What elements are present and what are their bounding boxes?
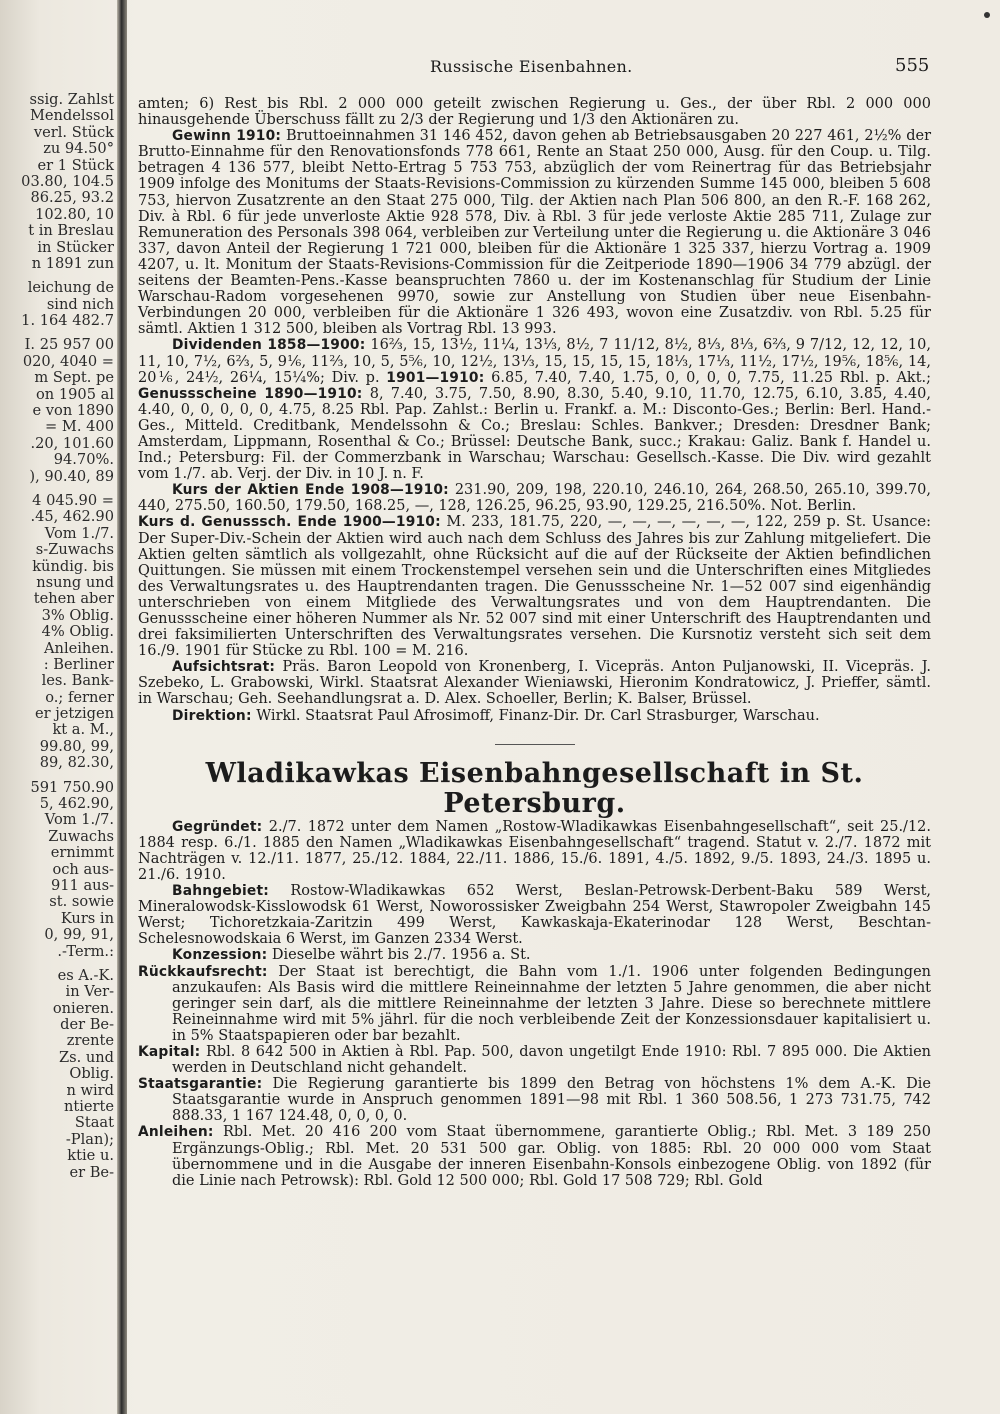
fragment-line: kt a. M., [52, 721, 114, 739]
label-aufsichtsrat: Aufsichtsrat: [172, 659, 276, 676]
fragment-line: es A.-K. [57, 966, 114, 984]
fragment-line: er 1 Stück [37, 156, 114, 174]
main-text [138, 96, 931, 1189]
fragment-line: zrente [66, 1032, 114, 1050]
fragment-line: m Sept. pe [34, 369, 114, 387]
section-divider [495, 744, 575, 745]
fragment-line: ), 90.40, 89 [29, 467, 114, 485]
paragraph-anleihen [138, 1124, 931, 1188]
fragment-line: I. 25 957 00 [24, 336, 114, 354]
text-direktion: Wirkl. Staatsrat Paul Afrosimoff, Finanz-Dir. Dr. Carl Strasburger, Warschau. [256, 707, 820, 724]
ink-dot [984, 12, 990, 18]
fragment-line: .20, 101.60 [30, 434, 114, 452]
text-rueckkaufsrecht: Der Staat ist berechtigt, die Bahn vom 1./1. 1906 unter folgenden Bedingungen anzukaufen: Als Basis wird die mittlere Reineinnahme der letzten 5 Jahre genommen, die aber nicht geringer sein darf, als die mittlere Reineinnahme der letzten 3 Jahre. Diese so berechnete mittlere Reineinnahme wird mit 5% jährl. für die noch verbleibende Zeit der Konzessionsdauer kapitalisiert u. in 5% Staatspapieren oder bar bezahlt. [172, 963, 931, 1044]
fragment-line: 03.80, 104.5 [21, 172, 114, 190]
fragment-line: 911 aus- [50, 876, 114, 894]
paragraph-kurs-genuss [138, 514, 931, 659]
text-staatsgarantie: Die Regierung garantierte bis 1899 den Betrag von höchstens 1% dem A.-K. Die Staatsgarantie wurde in Anspruch genommen 1891—98 mit Rbl. 1 360 508.56, 1 273 731.75, 742 888.33, 1 167 124.48, 0, 0, 0, 0. [172, 1076, 932, 1125]
fragment-line: sind nich [46, 295, 114, 313]
paragraph-staatsgarantie [138, 1076, 931, 1124]
label-direktion: Direktion: [172, 707, 252, 724]
fragment-line: ernimmt [50, 844, 114, 862]
fragment-line: les. Bank- [41, 672, 114, 690]
text-gegruendet: 2./7. 1872 unter dem Namen „Rostow-Wladikawkas Eisenbahngesellschaft“, seit 25./12. 1884 resp. 6./1. 1885 den Namen „Wladikawkas Eisenbahngesellschaft“ tragend. Statut v. 2./7. 1872 mit Nachträgen v. 12./11. 1877, 25./12. 1884, 22./11. 1886, 15./6. 1891, 4./5. 1892, 9./5. 1893, 24./3. 1895 u. 21./6. 1910. [138, 818, 931, 883]
paragraph-rueckkaufsrecht [138, 964, 931, 1044]
fragment-line: 020, 4040 = [22, 352, 114, 370]
fragment-line: 0, 99, 91, [44, 926, 114, 944]
fragment-line: e von 1890 [32, 402, 114, 420]
label-gewinn: Gewinn 1910: [172, 128, 282, 145]
company-title: Wladikawkas Eisenbahngesellschaft in St. Petersburg. [205, 757, 864, 819]
fragment-line: 102.80, 10 [35, 205, 114, 223]
fragment-line: Zs. und [58, 1048, 114, 1066]
text-div-1901: 6.85, 7.40, 7.40, 1.75, 0, 0, 0, 0, 7.75, 11.25 Rbl. p. Akt.; [491, 369, 932, 386]
fragment-line: Vom 1./7. [44, 811, 114, 829]
book-spine [117, 0, 127, 1414]
text-anleihen: Rbl. Met. 20 416 200 vom Staat übernommene, garantierte Oblig.; Rbl. Met. 3 189 250 Ergänzungs-Oblig.; Rbl. Met. 20 531 500 gar. Oblig. von 1885: Rbl. 20 000 000 vom Staat übernommene und in die Ausgabe der inneren Eisenbahn-Konsols einbezogene Oblig. von 1892 (für die Linie nach Petrowsk): Rbl. Gold 12 500 000; Rbl. Gold 17 508 729; Rbl. Gold [172, 1124, 931, 1189]
fragment-line: s-Zuwachs [35, 541, 114, 559]
fragment-line: 4 045.90 = [32, 491, 114, 509]
label-bahngebiet: Bahngebiet: [172, 883, 269, 900]
fragment-line: -Plan); [65, 1130, 114, 1148]
running-head: Russische Eisenbahnen. [430, 57, 633, 76]
fragment-line: 94.70%. [53, 451, 114, 469]
paragraph-bahngebiet [138, 883, 931, 947]
paragraph-gegruendet [138, 819, 931, 883]
fragment-line: in Stücker [37, 238, 114, 256]
fragment-line: in Ver- [65, 983, 114, 1001]
fragment-line: er Be- [69, 1163, 114, 1181]
text-konzession: Dieselbe währt bis 2./7. 1956 a. St. [271, 947, 531, 964]
paragraph-intro: amten; 6) Rest bis Rbl. 2 000 000 geteilt zwischen Regierung u. Ges., der über Rbl. 2 000 000 hinausgehende Überschuss fällt zu 2/3 der Regierung und 1/3 den Aktionären zu. [138, 96, 931, 129]
fragment-line: Zuwachs [48, 827, 114, 845]
fragment-line: n 1891 zun [31, 254, 114, 272]
fragment-line: = M. 400 [45, 418, 114, 436]
fragment-line: tehen aber [33, 590, 114, 608]
fragment-line: verl. Stück [33, 123, 114, 141]
text-bahngebiet: Rostow-Wladikawkas 652 Werst, Beslan-Petrowsk-Derbent-Baku 589 Werst, Mineralowodsk-Kisslowodsk 61 Werst, Noworossisker Zweigbahn 254 Werst, Stawropoler Zweigbahn 145 Werst; Tichoretzkaia-Zaritzin 499 Werst, Kawkaskaja-Ekaterinodar 128 Werst, Beschtan-Schelesnowodskaia 6 Werst, im Ganzen 2334 Werst. [138, 883, 932, 948]
fragment-line: er jetzigen [34, 705, 114, 723]
fragment-line: o.; ferner [45, 688, 114, 706]
label-kurs: Kurs der Aktien Ende 1908—1910: [172, 482, 449, 499]
facing-page-fragment [0, 92, 116, 1181]
text-aufsichtsrat: Präs. Baron Leopold von Kronenberg, I. Vicepräs. Anton Puljanowski, II. Vicepräs. J. Szebeko, L. Grabowski, Wirkl. Staatsrat Alexander Wieniawski, Hieronim Kondratowicz, J. Prieffer, sämtl. in Warschau; Geh. Seehandlungsrat a. D. Alex. Schoeller, Berlin; K. Balser, Brüssel. [138, 659, 931, 708]
fragment-line: .45, 462.90 [30, 508, 114, 526]
paragraph-aufsichtsrat [138, 659, 931, 707]
fragment-line: onieren. [52, 999, 114, 1017]
label-staatsgarantie: Staatsgarantie: [138, 1076, 263, 1093]
fragment-line: ntierte [63, 1098, 114, 1116]
label-kapital: Kapital: [138, 1043, 201, 1060]
fragment-line: n wird [66, 1081, 114, 1099]
fragment-line: 86.25, 93.2 [30, 189, 114, 207]
paragraph-kurs [138, 482, 931, 514]
label-anleihen: Anleihen: [138, 1124, 214, 1141]
fragment-line: Oblig. [69, 1065, 114, 1083]
label-dividenden: Dividenden 1858—1900: [172, 337, 366, 354]
fragment-line: 1. 164 482.7 [21, 312, 114, 330]
text-gewinn: Bruttoeinnahmen 31 146 452, davon gehen ab Betriebsausgaben 20 227 461, 2½% der Brutto-Einnahme für den Renovationsfonds 778 661, Rente an Staat 250 000, Ausg. für den Coup. u. Tilg. betragen 4 136 577, bleibt Netto-Ertrag 5 753 753, abzüglich der vom Reinertrag für das Betriebsjahr 1909 infolge des Monitums der Staats-Revisions-Commission zu kürzenden Summe 145 000, bleiben 5 608 753, hiervon Zusatzrente an den Staat 275 000, Tilg. der Aktien nach Plan 506 800, an den R.-F. 168 262, Div. à Rbl. 6 für jede unverloste Aktie 928 578, Div. à Rbl. 3 für jede verloste Aktie 285 711, Zulage zur Remuneration des Personals 398 064, verbleiben zur Verteilung unter die Regierung u. die Aktionäre 3 046 337, davon Anteil der Regierung 1 721 000, bleiben für die Aktionäre 1 325 337, hierzu Vortrag a. 1909 4207, u. lt. Monitum der Staats-Revisions-Commission für die Zeitperiode 1890—1906 34 779 abzügl. der seitens der Beamten-Pens.-Kasse beanspruchten 7860 u. der im Kostenanschlag für Studium der Linie Warschau-Radom vorgesehenen 9970, sowie zur Anstellung von Studien über neue Eisenbahn-Verbindungen 20 000, verbleiben für die Aktionäre 1 326 493, wovon eine Zusatzdiv. von Rbl. 5.25 für sämtl. Aktien 1 312 500, bleiben als Vortrag Rbl. 13 993. [138, 128, 932, 338]
paragraph-konzession [138, 947, 931, 963]
fragment-line: leichung de [27, 279, 114, 297]
fragment-line: 89, 82.30, [39, 754, 114, 772]
fragment-line: Vom 1./7. [44, 524, 114, 542]
label-kurs-genuss: Kurs d. Genusssch. Ende 1900—1910: [138, 514, 441, 531]
text-kurs-genuss: M. 233, 181.75, 220, —, —, —, —, —, —, 122, 259 p. St. Usance: Der Super-Div.-Schein der Aktien wird auch nach dem Schluss des Jahres bis zur Zahlung mitgeliefert. Die Aktien gelten sämtlich als vollgezahlt, ohne Rücksicht auf die auf der Rückseite der Aktien befindlichen Quittungen. Sie müssen mit einem Trockenstempel versehen sein und die Unterschriften eines Mitgliedes des Verwaltungsrates u. des Hauptrendanten tragen. Die Genussscheine Nr. 1—52 007 sind eigenhändig unterschrieben von einem Mitgliede des Verwaltungsrates und von dem Hauptrendanten. Die Genussscheine einer höheren Nummer als Nr. 52 007 sind mit einer Unterschrift des Hauptrendanten und drei faksimilierten Unterschriften des Verwaltungsrates versehen. Die Kursnotiz versteht sich seit dem 16./9. 1901 für Stücke zu Rbl. 100 = M. 216. [138, 514, 931, 660]
text-kurs: 231.90, 209, 198, 220.10, 246.10, 264, 268.50, 265.10, 399.70, 440, 275.50, 160.50, 179.50, 168.25, —, 128, 126.25, 96.25, 93.90, 129.25, 216.50%. Not. Berlin. [138, 482, 931, 515]
fragment-line: Anleihen. [44, 639, 114, 657]
fragment-line: nsung und [36, 573, 114, 591]
fragment-line: on 1905 al [36, 385, 114, 403]
fragment-line: 4% Oblig. [41, 623, 114, 641]
paragraph-gewinn [138, 128, 931, 337]
fragment-line: 5, 462.90, [39, 795, 114, 813]
label-div-1901: 1901—1910: [386, 369, 485, 386]
fragment-line: ktie u. [67, 1147, 114, 1165]
fragment-line: 99.80, 99, [39, 737, 114, 755]
fragment-line: Staat [74, 1114, 114, 1132]
fragment-line: kündig. bis [32, 557, 114, 575]
fragment-line: Kurs in [60, 909, 114, 927]
label-rueckkaufsrecht: Rückkaufsrecht: [138, 963, 268, 980]
fragment-line: st. sowie [49, 893, 114, 911]
label-konzession: Konzession: [172, 947, 268, 964]
page-number: 555 [895, 55, 930, 76]
fragment-line: 591 750.90 [30, 778, 114, 796]
text-dividenden: 16⅔, 15, 13½, 11¼, 13⅓, 8½, 7 11/12, 8½, 8⅓, 8⅓, 6⅔, 9 7/12, 12, 12, 10, 11, 10, 7½, 6⅔, 5, 9⅙, 11⅔, 10, 5, 5⅚, 10, 12½, 13⅓, 15, 15, 15, 15, 18⅓, 17⅓, 11½, 17½, 19⅚, 18⅚, 14, 20⅙, 24½, 26¼, 15¼%; Div. p. [138, 337, 931, 386]
label-gegruendet: Gegründet: [172, 818, 263, 835]
paragraph-kapital [138, 1044, 931, 1076]
fragment-line: och aus- [52, 860, 114, 878]
paragraph-direktion [138, 708, 931, 724]
fragment-line: der Be- [60, 1016, 114, 1034]
text-kapital: Rbl. 8 642 500 in Aktien à Rbl. Pap. 500, davon ungetilgt Ende 1910: Rbl. 7 895 000. Die Aktien werden in Deutschland nicht gehandelt. [172, 1043, 931, 1077]
text-genussscheine: 8, 7.40, 3.75, 7.50, 8.90, 8.30, 5.40, 9.10, 11.70, 12.75, 6.10, 3.85, 4.40, 4.40, 0, 0, 0, 0, 0, 4.75, 8.25 Rbl. Pap. Zahlst.: Berlin u. Frankf. a. M.: Disconto-Ges.; Berlin: Berl. Hand.-Ges., Mitteld. Creditbank, Mendelssohn & Co.; Breslau: Schles. Bankver.; Dresden: Dresdner Bank; Amsterdam, Lippmann, Rosenthal & Co.; Brüssel: Deutsche Bank, succ.; Krakau: Galiz. Bank f. Handel u. Ind.; Petersburg: Fil. der Commerzbank in Warschau; Warschau: Gesellsch.-Kasse. Die Div. wird gezahlt vom 1./7. ab. Verj. der Div. in 10 J. n. F. [138, 385, 932, 483]
fragment-line: ssig. Zahlst [29, 92, 114, 108]
fragment-line: t in Breslau [28, 222, 114, 240]
fragment-line: .-Term.: [57, 942, 114, 960]
fragment-line: zu 94.50° [43, 140, 114, 158]
paragraph-dividenden [138, 337, 931, 482]
fragment-line: Mendelssol [29, 107, 114, 125]
fragment-line: 3% Oblig. [41, 606, 114, 624]
fragment-line: : Berliner [43, 655, 114, 673]
label-genussscheine: Genussscheine 1890—1910: [138, 385, 363, 402]
